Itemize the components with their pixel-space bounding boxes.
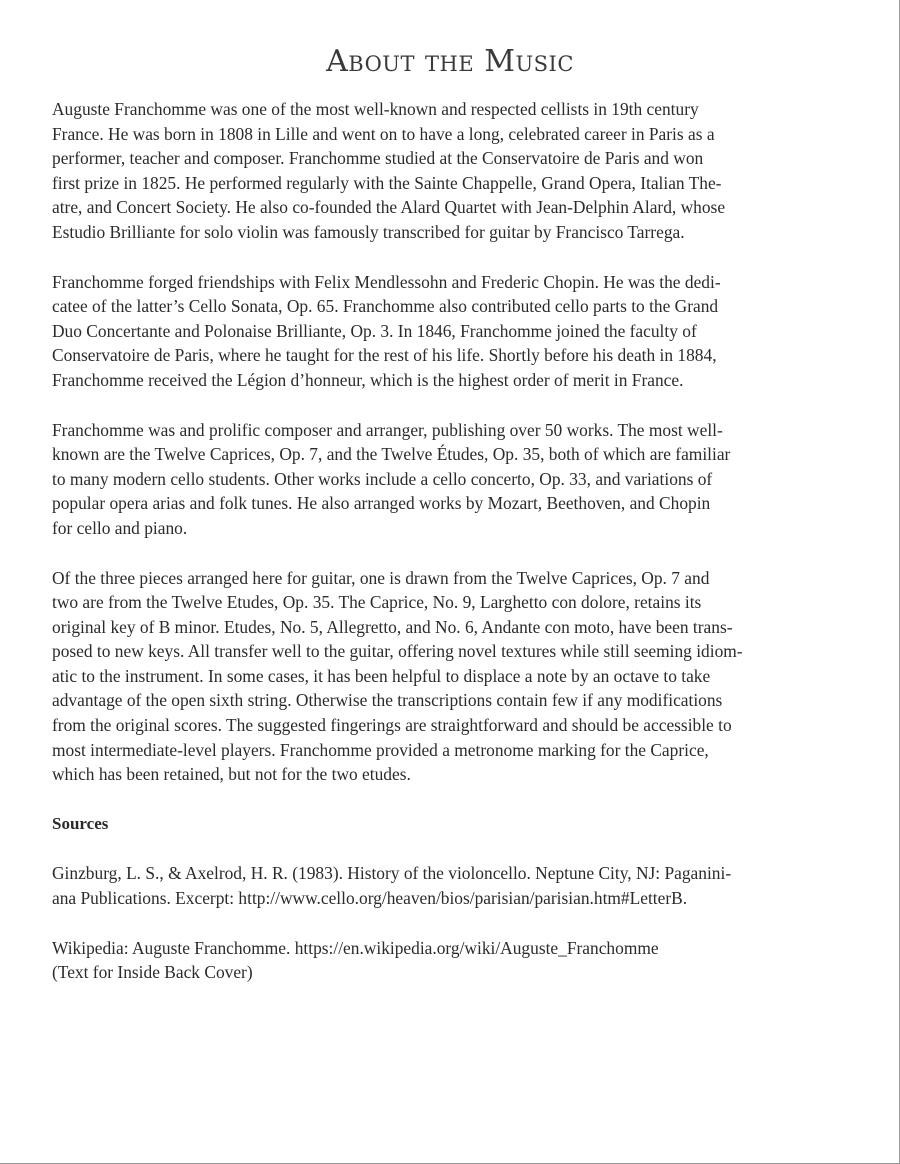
text-line: Of the three pieces arranged here for guitar, one is drawn from the Twelve Caprices, Op. 7 and	[52, 567, 710, 588]
text-line: Auguste Franchomme was one of the most well-known and respected cellists in 19th century	[52, 99, 699, 119]
text-line: Franchomme forged friendships with Felix Mendlessohn and Frederic Chopin. He was the dedi-	[52, 271, 721, 292]
text-line: known are the Twelve Caprices, Op. 7, and the Twelve Études, Op. 35, both of which are familiar	[52, 444, 731, 465]
paragraph-4	[52, 566, 852, 787]
paragraph-1	[52, 97, 852, 245]
text-line: posed to new keys. All transfer well to the guitar, offering novel textures while still seeming idiom-	[52, 641, 743, 662]
text-line: first prize in 1825. He performed regularly with the Sainte Chappelle, Grand Opera, Italian The-	[52, 172, 722, 193]
text-line: atre, and Concert Society. He also co-founded the Alard Quartet with Jean-Delphin Alard, whose	[52, 197, 726, 218]
text-line: popular opera arias and folk tunes. He also arranged works by Mozart, Beethoven, and Chopin	[52, 493, 711, 514]
source-entry-1	[52, 861, 852, 910]
body-text	[52, 97, 852, 1010]
sources-heading: Sources	[52, 813, 109, 833]
text-line: Estudio Brilliante for solo violin was famously transcribed for guitar by Francisco Tarrega.	[52, 221, 685, 242]
text-line: to many modern cello students. Other works include a cello concerto, Op. 33, and variations of	[52, 468, 713, 489]
text-line: for cello and piano.	[52, 517, 188, 538]
text-line: catee of the latter’s Cello Sonata, Op. 65. Franchomme also contributed cello parts to the Grand	[52, 296, 719, 317]
text-line: Duo Concertante and Polonaise Brilliante, Op. 3. In 1846, Franchomme joined the faculty of	[52, 320, 697, 341]
text-line: Conservatoire de Paris, where he taught for the rest of his life. Shortly before his death in 1884,	[52, 345, 717, 366]
source-entry-2	[52, 936, 852, 985]
text-line: performer, teacher and composer. Franchomme studied at the Conservatoire de Paris and won	[52, 148, 704, 169]
text-line: most intermediate-level players. Franchomme provided a metronome marking for the Caprice,	[52, 739, 709, 760]
text-line: advantage of the open sixth string. Otherwise the transcriptions contain few if any modifications	[52, 690, 723, 711]
text-line: Wikipedia: Auguste Franchomme. https://en.wikipedia.org/wiki/Auguste_Franchomme	[52, 937, 659, 958]
text-line: France. He was born in 1808 in Lille and went on to have a long, celebrated career in Paris as a	[52, 123, 715, 144]
text-line: ana Publications. Excerpt: http://www.cello.org/heaven/bios/parisian/parisian.htm#LetterB.	[52, 888, 688, 909]
text-line: which has been retained, but not for the two etudes.	[52, 764, 411, 785]
text-line: (Text for Inside Back Cover)	[52, 962, 253, 983]
text-line: Franchomme was and prolific composer and arranger, publishing over 50 works. The most well-	[52, 419, 723, 440]
text-line: Franchomme received the Légion d’honneur, which is the highest order of merit in France.	[52, 369, 684, 390]
paragraph-2	[52, 270, 852, 393]
text-line: original key of B minor. Etudes, No. 5, Allegretto, and No. 6, Andante con moto, have been trans-	[52, 616, 733, 637]
text-line: atic to the instrument. In some cases, it has been helpful to displace a note by an octave to take	[52, 665, 711, 686]
paragraph-3	[52, 418, 852, 541]
page-title: About the Music	[326, 44, 574, 79]
text-line: Ginzburg, L. S., & Axelrod, H. R. (1983). History of the violoncello. Neptune City, NJ: Paganini-	[52, 863, 732, 884]
text-line: from the original scores. The suggested fingerings are straightforward and should be accessible to	[52, 715, 732, 736]
text-line: two are from the Twelve Etudes, Op. 35. The Caprice, No. 9, Larghetto con dolore, retains its	[52, 592, 702, 613]
